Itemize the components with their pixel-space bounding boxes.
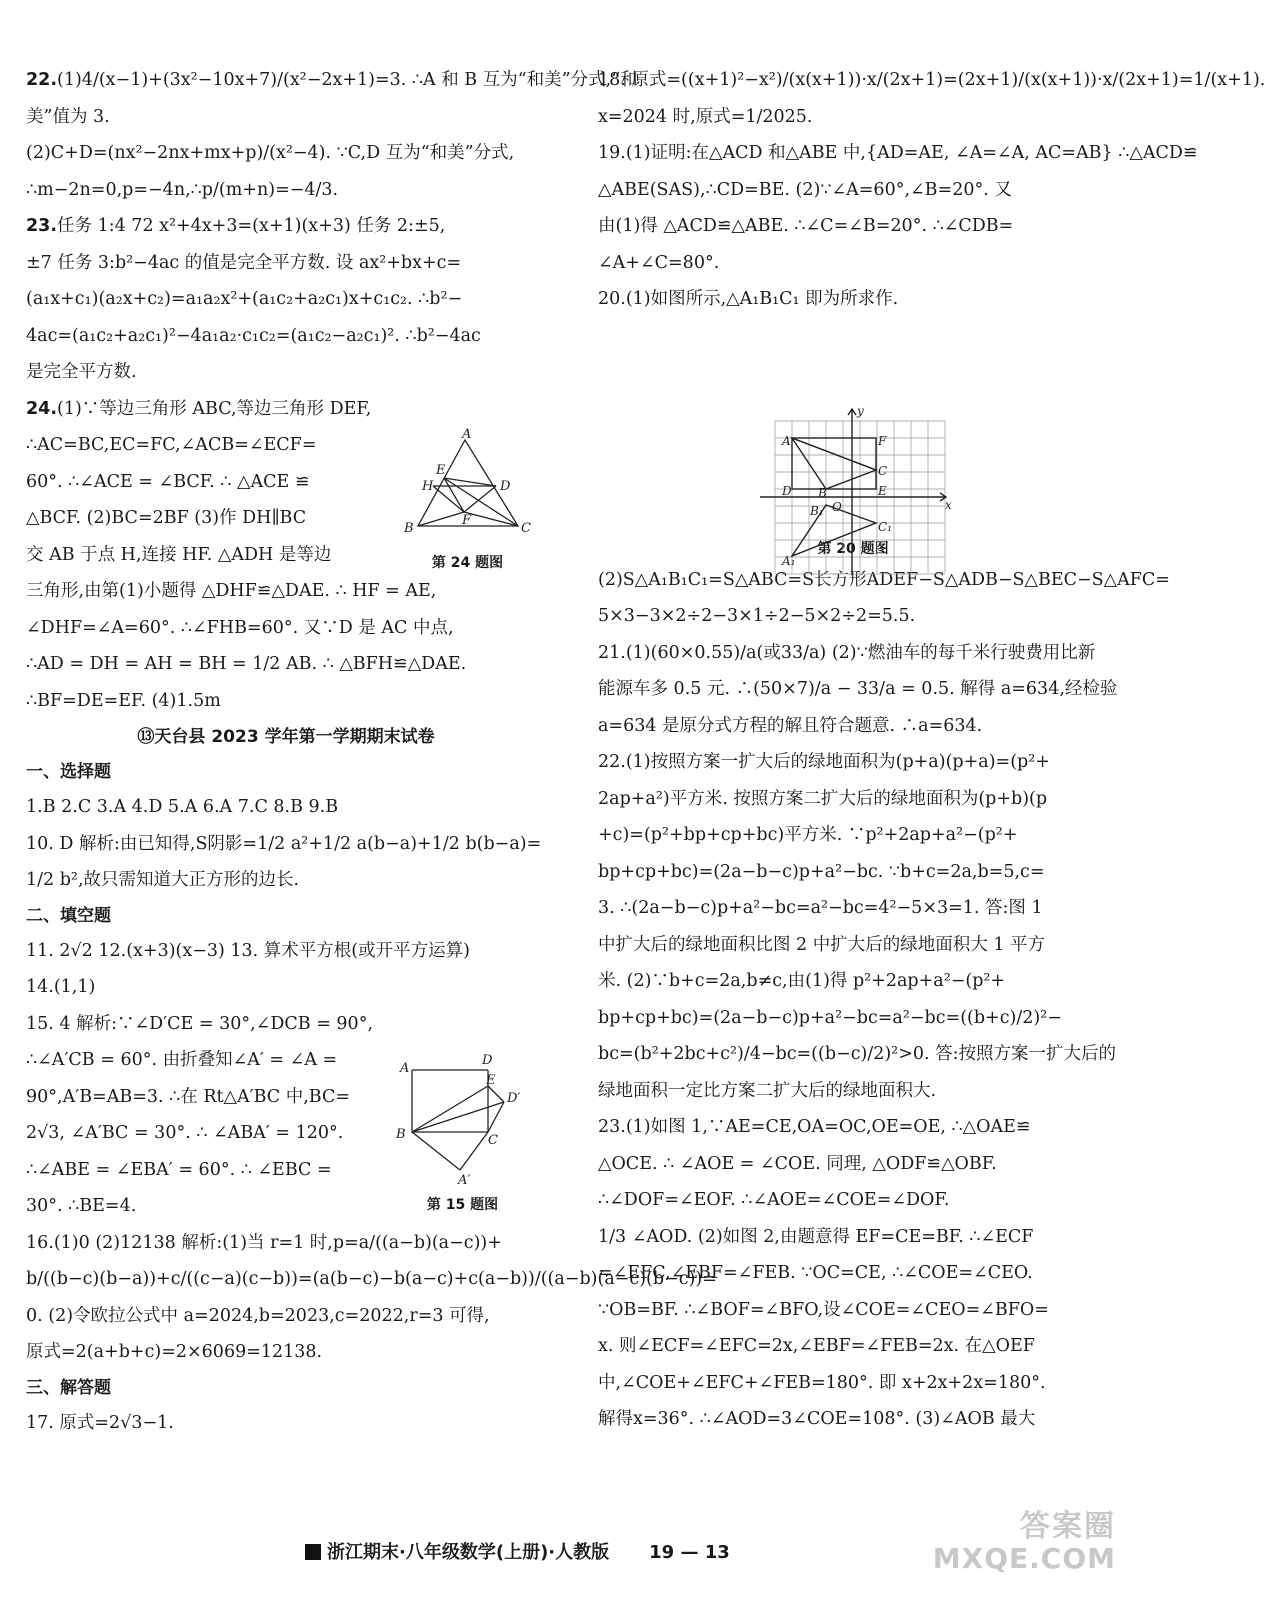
figure-20 bbox=[760, 405, 955, 580]
q15-line: 15. 4 解析:∵∠D′CE = 30°,∠DCB = 90°, bbox=[26, 1013, 374, 1034]
answer-text: 任务 1:4 72 x²+4x+3=(x+1)(x+3) 任务 2:±5, bbox=[57, 216, 446, 236]
q10-line-2: 1/2 b²,故只需知道大正方形的边长. bbox=[26, 870, 300, 890]
fig20-label-b1: B₁ bbox=[810, 504, 824, 518]
q16-line: 原式=2(a+b+c)=2×6069=12138. bbox=[26, 1342, 323, 1362]
section-choice-heading: 一、选择题 bbox=[26, 762, 111, 782]
fig15-label-b: B bbox=[396, 1127, 406, 1142]
right-answer-line: 19.(1)证明:在△ACD 和△ABE 中,{AD=AE, ∠A=∠A, AC=AB} ∴△ACD≌ bbox=[598, 143, 1198, 163]
right-answer-line: 能源车多 0.5 元. ∴(50×7)/a − 33/a = 0.5. 解得 a=634,经检验 bbox=[598, 679, 1118, 699]
right-answer-line: (2)S△A₁B₁C₁=S△ABC=S长方形ADEF−S△ADB−S△BEC−S△AFC= bbox=[598, 569, 1170, 590]
answer-text: 三角形,由第(1)小题得 △DHF≌△DAE. ∴ HF = AE, bbox=[26, 581, 437, 601]
right-answer-line: =∠EFC,∠EBF=∠FEB. ∵OC=CE, ∴∠COE=∠CEO. bbox=[598, 1263, 1033, 1283]
fig20-label-y: y bbox=[857, 404, 864, 418]
question-number: 23. bbox=[26, 216, 58, 236]
figure-24 bbox=[400, 428, 535, 573]
left-answer-line bbox=[26, 391, 546, 428]
answer-text: ∴AC=BC,EC=FC,∠ACB=∠ECF= bbox=[26, 435, 317, 455]
question-number: 24. bbox=[26, 398, 58, 419]
answer-text: 是完全平方数. bbox=[26, 362, 137, 382]
answer-text: (1)4/(x−1)+(3x²−10x+7)/(x²−2x+1)=3. ∴A 和 B 互为“和美”分式,“和 bbox=[57, 70, 638, 90]
answer-text: 4ac=(a₁c₂+a₂c₁)²−4a₁a₂·c₁c₂=(a₁c₂−a₂c₁)². ∴b²−4ac bbox=[26, 325, 481, 346]
left-answer-line bbox=[26, 99, 546, 136]
answer-text: (2)C+D=(nx²−2nx+mx+p)/(x²−4). ∵C,D 互为“和美”分式, bbox=[26, 143, 515, 163]
q16-line: b/((b−c)(b−a))+c/((c−a)(c−b))=(a(b−c)−b(a−c)+c(a−b))/((a−b)(a−c)(b−c))= bbox=[26, 1269, 717, 1289]
right-answer-line: bc=(b²+2bc+c²)/4−bc=((b−c)/2)²>0. 答:按照方案一扩大后的 bbox=[598, 1044, 1117, 1064]
answer-text: (1)∵等边三角形 ABC,等边三角形 DEF, bbox=[57, 398, 372, 419]
right-bottom-block bbox=[598, 562, 1170, 1438]
answer-text: ∴m−2n=0,p=−4n,∴p/(m+n)=−4/3. bbox=[26, 179, 339, 200]
fig24-label-c: C bbox=[521, 521, 531, 536]
right-answer-line: x=2024 时,原式=1/2025. bbox=[598, 106, 813, 127]
watermark-logo bbox=[933, 1510, 1116, 1574]
figure-15-drawing bbox=[390, 1050, 535, 1190]
left-answer-line bbox=[26, 62, 638, 99]
right-answer-line: 1/3 ∠AOD. (2)如图 2,由题意得 EF=CE=BF. ∴∠ECF bbox=[598, 1226, 1034, 1247]
left-answer-line bbox=[26, 354, 546, 391]
fig20-label-e: E bbox=[878, 484, 887, 498]
right-answer-line: △OCE. ∴ ∠AOE = ∠COE. 同理, △ODF≌△OBF. bbox=[598, 1153, 997, 1174]
right-answer-line: 20.(1)如图所示,△A₁B₁C₁ 即为所求作. bbox=[598, 289, 899, 309]
choice-answers: 1.B 2.C 3.A 4.D 5.A 6.A 7.C 8.B 9.B bbox=[26, 797, 339, 817]
figure-20-caption: 第 20 题图 bbox=[817, 540, 889, 557]
fig24-label-e: E bbox=[436, 463, 446, 478]
left-answer-line bbox=[26, 573, 546, 610]
answer-text: 美”值为 3. bbox=[26, 106, 110, 127]
fig24-label-d: D bbox=[500, 479, 511, 494]
q10-line-1: 10. D 解析:由已知得,S阴影=1/2 a²+1/2 a(b−a)+1/2 b(b−a)= bbox=[26, 833, 542, 854]
footer-text: 浙江期末·八年级数学(上册)·人教版 bbox=[327, 1542, 610, 1563]
right-answer-line: 21.(1)(60×0.55)/a(或33/a) (2)∵燃油车的每千米行驶费用比新 bbox=[598, 642, 1096, 663]
fig15-label-a: A bbox=[400, 1061, 410, 1076]
fig20-label-d: D bbox=[782, 484, 792, 498]
fill-answers-2: 14.(1,1) bbox=[26, 977, 96, 997]
right-answer-line: △ABE(SAS),∴CD=BE. (2)∵∠A=60°,∠B=20°. 又 bbox=[598, 179, 1012, 200]
fig15-label-d: D bbox=[482, 1053, 493, 1068]
left-answer-line bbox=[26, 135, 546, 172]
q16-line: 16.(1)0 (2)12138 解析:(1)当 r=1 时,p=a/((a−b)(a−c))+ bbox=[26, 1232, 502, 1253]
question-number: 22. bbox=[26, 70, 58, 90]
left-answer-block bbox=[26, 62, 638, 719]
left-answer-line bbox=[26, 172, 546, 209]
right-answer-line: 由(1)得 △ACD≌△ABE. ∴∠C=∠B=20°. ∴∠CDB= bbox=[598, 216, 1014, 236]
q15-line: 2√3, ∠A′BC = 30°. ∴ ∠ABA′ = 120°. bbox=[26, 1123, 344, 1143]
q15-line: 90°,A′B=AB=3. ∴在 Rt△A′BC 中,BC= bbox=[26, 1086, 351, 1107]
watermark-line-1: 答案圈 bbox=[1020, 1509, 1116, 1544]
right-top-block bbox=[598, 62, 1265, 318]
fig20-label-o: O bbox=[832, 500, 842, 514]
left-answer-line bbox=[26, 427, 396, 464]
left-answer-line bbox=[26, 500, 396, 537]
right-answer-line: x. 则∠ECF=∠EFC=2x,∠EBF=∠FEB=2x. 在△OEF bbox=[598, 1336, 1035, 1356]
answer-text: ∠DHF=∠A=60°. ∴∠FHB=60°. 又∵D 是 AC 中点, bbox=[26, 617, 454, 638]
figure-20-drawing bbox=[760, 405, 955, 580]
figure-24-caption: 第 24 题图 bbox=[431, 555, 504, 571]
right-answer-line: 3. ∴(2a−b−c)p+a²−bc=a²−bc=4²−5×3=1. 答:图 1 bbox=[598, 898, 1043, 918]
fig15-label-e: E bbox=[486, 1073, 496, 1088]
page-number: 19 — 13 bbox=[649, 1542, 730, 1563]
answer-text: 60°. ∴∠ACE = ∠BCF. ∴ △ACE ≌ bbox=[26, 471, 310, 492]
right-answer-line: 2ap+a²)平方米. 按照方案二扩大后的绿地面积为(p+b)(p bbox=[598, 788, 1048, 809]
right-column bbox=[598, 62, 1265, 1438]
left-answer-line bbox=[26, 610, 546, 647]
left-answer-line bbox=[26, 318, 546, 355]
figure-24-drawing bbox=[400, 428, 535, 548]
right-answer-line: ∵OB=BF. ∴∠BOF=∠BFO,设∠COE=∠CEO=∠BFO= bbox=[598, 1299, 1049, 1320]
footer-square-icon bbox=[305, 1544, 321, 1560]
fig15-label-c: C bbox=[488, 1133, 498, 1148]
right-answer-line: bp+cp+bc)=(2a−b−c)p+a²−bc. ∵b+c=2a,b=5,c= bbox=[598, 861, 1045, 882]
answer-text: ∴AD = DH = AH = BH = 1/2 AB. ∴ △BFH≌△DAE. bbox=[26, 654, 467, 674]
right-answer-line: bp+cp+bc)=(2a−b−c)p+a²−bc=a²−bc=((b+c)/2)²− bbox=[598, 1007, 1062, 1028]
q15-line: ∴∠ABE = ∠EBA′ = 60°. ∴ ∠EBC = bbox=[26, 1159, 332, 1180]
fig20-label-a1: A₁ bbox=[782, 554, 796, 568]
left-answer-line bbox=[26, 208, 546, 245]
q15-line: ∴∠A′CB = 60°. 由折叠知∠A′ = ∠A = bbox=[26, 1050, 338, 1070]
right-answer-line: 5×3−3×2÷2−3×1÷2−5×2÷2=5.5. bbox=[598, 606, 916, 626]
q17-answer: 17. 原式=2√3−1. bbox=[26, 1412, 174, 1433]
right-answer-line: 米. (2)∵b+c=2a,b≠c,由(1)得 p²+2ap+a²−(p²+ bbox=[598, 971, 1006, 991]
left-answer-line bbox=[26, 646, 546, 683]
left-answer-line bbox=[26, 464, 396, 501]
right-answer-line: a=634 是原分式方程的解且符合题意. ∴a=634. bbox=[598, 715, 983, 736]
figure-15 bbox=[390, 1050, 535, 1215]
left-answer-line bbox=[26, 281, 546, 318]
page-footer bbox=[305, 1538, 730, 1564]
right-answer-line: 绿地面积一定比方案二扩大后的绿地面积大. bbox=[598, 1080, 937, 1101]
fig15-label-dprime: D′ bbox=[507, 1091, 521, 1106]
answer-text: 交 AB 于点 H,连接 HF. △ADH 是等边 bbox=[26, 544, 332, 565]
left-answer-line bbox=[26, 683, 546, 720]
fill-answers-1: 11. 2√2 12.(x+3)(x−3) 13. 算术平方根(或开平方运算) bbox=[26, 940, 470, 961]
q16-line: 0. (2)令欧拉公式中 a=2024,b=2023,c=2022,r=3 可得, bbox=[26, 1305, 490, 1326]
answer-text: ±7 任务 3:b²−4ac 的值是完全平方数. 设 ax²+bx+c= bbox=[26, 252, 462, 273]
left-answer-line bbox=[26, 245, 546, 282]
section-fill-heading: 二、填空题 bbox=[26, 905, 111, 926]
q15-line: 30°. ∴BE=4. bbox=[26, 1196, 137, 1216]
right-answer-line: ∠A+∠C=80°. bbox=[598, 252, 720, 273]
right-answer-line: 23.(1)如图 1,∵AE=CE,OA=OC,OE=OE, ∴△OAE≌ bbox=[598, 1117, 1031, 1137]
fig20-label-f: F bbox=[878, 434, 887, 448]
fig24-label-h: H bbox=[422, 479, 434, 494]
right-answer-line: 中,∠COE+∠EFC+∠FEB=180°. 即 x+2x+2x=180°. bbox=[598, 1372, 1046, 1393]
left-answer-line bbox=[26, 537, 396, 574]
fig24-label-b: B bbox=[404, 521, 414, 536]
fig20-label-b: B bbox=[818, 486, 827, 500]
fig20-label-c1: C₁ bbox=[878, 520, 892, 534]
answer-text: △BCF. (2)BC=2BF (3)作 DH∥BC bbox=[26, 508, 307, 528]
section-solve-heading: 三、解答题 bbox=[26, 1377, 111, 1398]
fig24-label-a: A bbox=[462, 427, 472, 442]
fig15-label-aprime: A′ bbox=[458, 1173, 471, 1188]
right-answer-line: 中扩大后的绿地面积比图 2 中扩大后的绿地面积大 1 平方 bbox=[598, 934, 1046, 955]
fig20-label-c: C bbox=[878, 464, 888, 478]
figure-15-caption: 第 15 题图 bbox=[426, 1197, 499, 1213]
right-answer-line: +c)=(p²+bp+cp+bc)平方米. ∵p²+2ap+a²−(p²+ bbox=[598, 825, 1018, 845]
answer-text: (a₁x+c₁)(a₂x+c₂)=a₁a₂x²+(a₁c₂+a₂c₁)x+c₁c₂. ∴b²− bbox=[26, 289, 463, 309]
answer-text: ∴BF=DE=EF. (4)1.5m bbox=[26, 690, 221, 711]
watermark-line-2: MXQE.COM bbox=[932, 1542, 1116, 1575]
right-answer-line: 22.(1)按照方案一扩大后的绿地面积为(p+a)(p+a)=(p²+ bbox=[598, 752, 1050, 772]
fig24-label-f: F bbox=[462, 513, 472, 528]
right-answer-line: 18. 原式=((x+1)²−x²)/(x(x+1))·x/(2x+1)=(2x+1)/(x(x+1))·x/(2x+1)=1/(x+1). bbox=[598, 70, 1265, 90]
fig20-label-a: A bbox=[782, 434, 791, 448]
right-answer-line: 解得x=36°. ∴∠AOD=3∠COE=108°. (3)∠AOB 最大 bbox=[598, 1409, 1036, 1429]
fig20-label-x: x bbox=[945, 498, 952, 512]
right-answer-line: ∴∠DOF=∠EOF. ∴∠AOE=∠COE=∠DOF. bbox=[598, 1190, 950, 1210]
exam-title: ⑬天台县 2023 学年第一学期期末试卷 bbox=[137, 727, 435, 747]
